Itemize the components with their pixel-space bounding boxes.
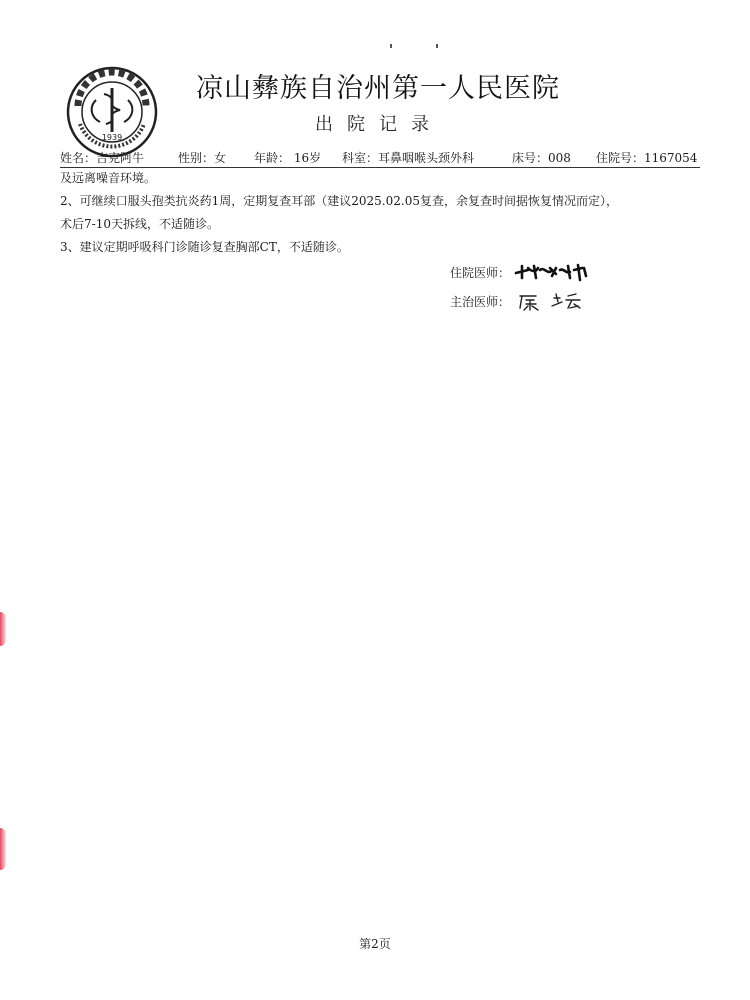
logo-year: 1939 <box>101 133 123 142</box>
patient-department: 科室：耳鼻咽喉头颈外科 <box>342 151 475 165</box>
advice-item-3: 3、建议定期呼吸科门诊随诊复查胸部CT，不适随诊。 <box>60 240 349 254</box>
advice-item-2-continued: 术后7-10天拆线，不适随诊。 <box>60 217 219 231</box>
resident-handwritten-signature <box>514 262 594 282</box>
patient-info-row <box>60 150 700 168</box>
attending-handwritten-signature <box>514 290 594 312</box>
resident-signature-block <box>450 262 594 282</box>
attending-signature-block <box>450 290 594 312</box>
discharge-advice <box>60 167 700 259</box>
attending-physician-label: 主治医师： <box>450 294 511 309</box>
patient-admission-number: 住院号：1167054 <box>596 151 698 165</box>
hospital-name: 凉山彝族自治州第一人民医院 <box>196 73 560 104</box>
edge-stain <box>0 612 6 646</box>
page-number: 第2页 <box>359 937 391 951</box>
document-title: 出院记录 <box>315 114 443 135</box>
resident-physician-label: 住院医师： <box>450 265 511 280</box>
advice-item-2: 2、可继续口服头孢类抗炎药1周，定期复查耳部（建议2025.02.05复查，余复查时间据恢复情况而定）， <box>60 194 618 208</box>
patient-bed: 床号：008 <box>512 151 571 165</box>
advice-continued-line: 及远离噪音环境。 <box>60 171 157 185</box>
patient-gender: 性别：女 <box>178 151 227 165</box>
scan-mark <box>436 44 438 48</box>
patient-name: 姓名：吉克阿牛 <box>60 151 145 165</box>
edge-stain <box>0 828 6 870</box>
scan-mark <box>390 44 392 48</box>
patient-age: 年龄： 16岁 <box>254 151 322 165</box>
